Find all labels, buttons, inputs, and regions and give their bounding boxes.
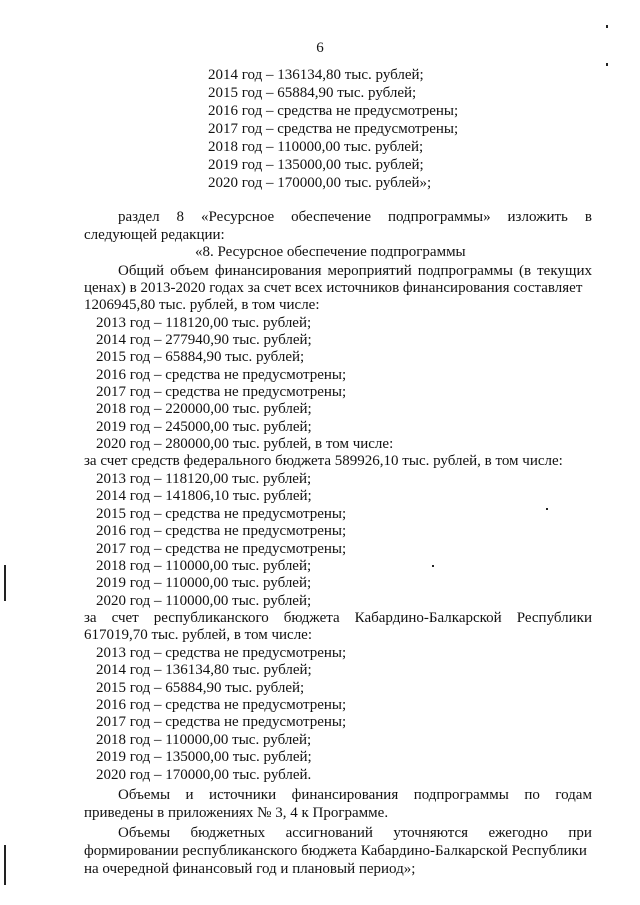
list-item: 2018 год – 110000,00 тыс. рублей; — [208, 139, 424, 155]
list-item: 2014 год – 136134,80 тыс. рублей; — [208, 67, 424, 83]
list-item: 2018 год – 110000,00 тыс. рублей; — [96, 732, 312, 748]
list-item: 2020 год – 280000,00 тыс. рублей, в том числе: — [96, 436, 394, 452]
list-item: 2013 год – 118120,00 тыс. рублей; — [96, 315, 312, 331]
section-intro-line: раздел 8 «Ресурсное обеспечение подпрограммы» изложить в — [118, 209, 592, 225]
list-item: 2020 год – 110000,00 тыс. рублей; — [96, 593, 312, 609]
list-item: 2016 год – средства не предусмотрены; — [96, 367, 347, 383]
section-title: «8. Ресурсное обеспечение подпрограммы — [195, 244, 466, 260]
scan-edge-mark — [4, 565, 6, 601]
list-item: 2016 год – средства не предусмотрены; — [208, 103, 459, 119]
paragraph-line: приведены в приложениях № 3, 4 к Программе. — [84, 805, 389, 821]
list-item: 2014 год – 136134,80 тыс. рублей; — [96, 662, 312, 678]
list-item: 2015 год – 65884,90 тыс. рублей; — [96, 349, 305, 365]
list-item: 2016 год – средства не предусмотрены; — [96, 523, 347, 539]
list-item: 2013 год – средства не предусмотрены; — [96, 645, 347, 661]
paragraph-line: формировании республиканского бюджета Кабардино-Балкарской Республики — [84, 843, 587, 859]
scan-speck — [546, 508, 548, 510]
scan-edge-mark — [4, 845, 6, 885]
paragraph-line: Общий объем финансирования мероприятий подпрограммы (в текущих — [118, 263, 592, 279]
section-intro-line: следующей редакции: — [84, 227, 225, 243]
republic-heading-line: 617019,70 тыс. рублей, в том числе: — [84, 627, 313, 643]
list-item: 2018 год – 220000,00 тыс. рублей; — [96, 401, 312, 417]
list-item: 2014 год – 141806,10 тыс. рублей; — [96, 488, 312, 504]
list-item: 2017 год – средства не предусмотрены; — [96, 384, 347, 400]
scan-speck — [606, 25, 608, 28]
page-number: 6 — [316, 40, 324, 56]
list-item: 2019 год – 110000,00 тыс. рублей; — [96, 575, 312, 591]
paragraph-line: Объемы и источники финансирования подпрограммы по годам — [118, 787, 592, 803]
paragraph-line: Объемы бюджетных ассигнований уточняются ежегодно при — [118, 825, 592, 841]
list-item: 2018 год – 110000,00 тыс. рублей; — [96, 558, 312, 574]
scan-speck — [432, 565, 434, 567]
paragraph-line: 1206945,80 тыс. рублей, в том числе: — [84, 297, 320, 313]
list-item: 2017 год – средства не предусмотрены; — [96, 714, 347, 730]
list-item: 2015 год – 65884,90 тыс. рублей; — [208, 85, 417, 101]
list-item: 2013 год – 118120,00 тыс. рублей; — [96, 471, 312, 487]
list-item: 2019 год – 135000,00 тыс. рублей; — [96, 749, 312, 765]
list-item: 2015 год – 65884,90 тыс. рублей; — [96, 680, 305, 696]
list-item: 2016 год – средства не предусмотрены; — [96, 697, 347, 713]
republic-heading-line: за счет республиканского бюджета Кабардино-Балкарской Республики — [84, 610, 592, 626]
list-item: 2019 год – 135000,00 тыс. рублей; — [208, 157, 424, 173]
list-item: 2020 год – 170000,00 тыс. рублей. — [96, 767, 312, 783]
list-item: 2015 год – средства не предусмотрены; — [96, 506, 347, 522]
paragraph-line: ценах) в 2013-2020 годах за счет всех источников финансирования составляет — [84, 280, 583, 296]
federal-heading: за счет средств федерального бюджета 589926,10 тыс. рублей, в том числе: — [84, 453, 563, 469]
scan-speck — [606, 63, 608, 66]
paragraph-line: на очередной финансовый год и плановый период»; — [84, 861, 416, 877]
list-item: 2019 год – 245000,00 тыс. рублей; — [96, 419, 312, 435]
list-item: 2017 год – средства не предусмотрены; — [208, 121, 459, 137]
list-item: 2014 год – 277940,90 тыс. рублей; — [96, 332, 312, 348]
list-item: 2017 год – средства не предусмотрены; — [96, 541, 347, 557]
list-item: 2020 год – 170000,00 тыс. рублей»; — [208, 175, 432, 191]
